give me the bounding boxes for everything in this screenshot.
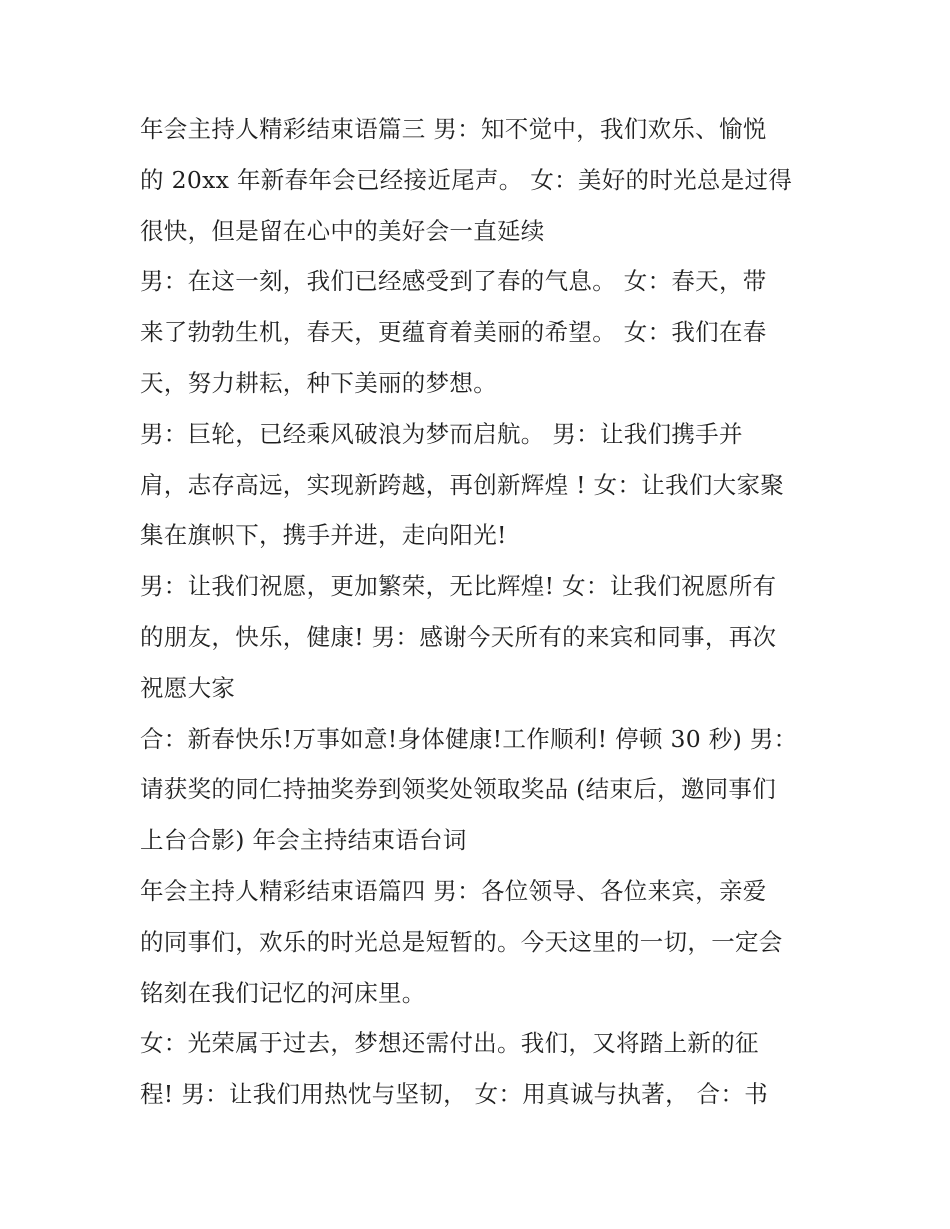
text-line: 程! 男：让我们用热忱与坚韧， 女：用真诚与执著， 合：书	[140, 1080, 769, 1109]
text-line: 祝愿大家	[140, 673, 236, 702]
text-line: 来了勃勃生机，春天，更蕴育着美丽的希望。 女：我们在春	[140, 318, 767, 347]
text-line: 女：光荣属于过去，梦想还需付出。我们，又将踏上新的征	[140, 1029, 759, 1058]
text-line: 上台合影) 年会主持结束语台词	[140, 826, 467, 855]
text-line: 合：新春快乐!万事如意!身体健康!工作顺利! 停顿 30 秒) 男：	[140, 724, 798, 753]
text-line: 的同事们，欢乐的时光总是短暂的。今天这里的一切，一定会	[140, 927, 783, 956]
text-line: 请获奖的同仁持抽奖券到领奖处领取奖品 (结束后，邀同事们	[140, 775, 777, 804]
text-line: 的朋友，快乐，健康! 男：感谢今天所有的来宾和同事，再次	[140, 622, 777, 651]
document-body	[140, 104, 820, 1120]
text-line: 男：巨轮，已经乘风破浪为梦而启航。 男：让我们携手并	[140, 419, 743, 448]
text-line: 铭刻在我们记忆的河床里。	[140, 978, 426, 1007]
text-line: 集在旗帜下，携手并进，走向阳光!	[140, 521, 507, 550]
text-line: 年会主持人精彩结束语篇四 男：各位领导、各位来宾，亲爱	[140, 876, 767, 905]
text-line: 很快，但是留在心中的美好会一直延续	[140, 216, 545, 245]
text-line: 肩，志存高远，实现新跨越，再创新辉煌 ! 女：让我们大家聚	[140, 470, 785, 499]
text-line: 的 20xx 年新春年会已经接近尾声。 女：美好的时光总是过得	[140, 165, 793, 194]
text-line: 天，努力耕耘，种下美丽的梦想。	[140, 368, 497, 397]
text-line: 男：让我们祝愿，更加繁荣，无比辉煌! 女：让我们祝愿所有	[140, 572, 777, 601]
text-line: 年会主持人精彩结束语篇三 男：知不觉中，我们欢乐、愉悦	[140, 115, 767, 143]
text-line: 男：在这一刻，我们已经感受到了春的气息。 女：春天，带	[140, 267, 767, 296]
